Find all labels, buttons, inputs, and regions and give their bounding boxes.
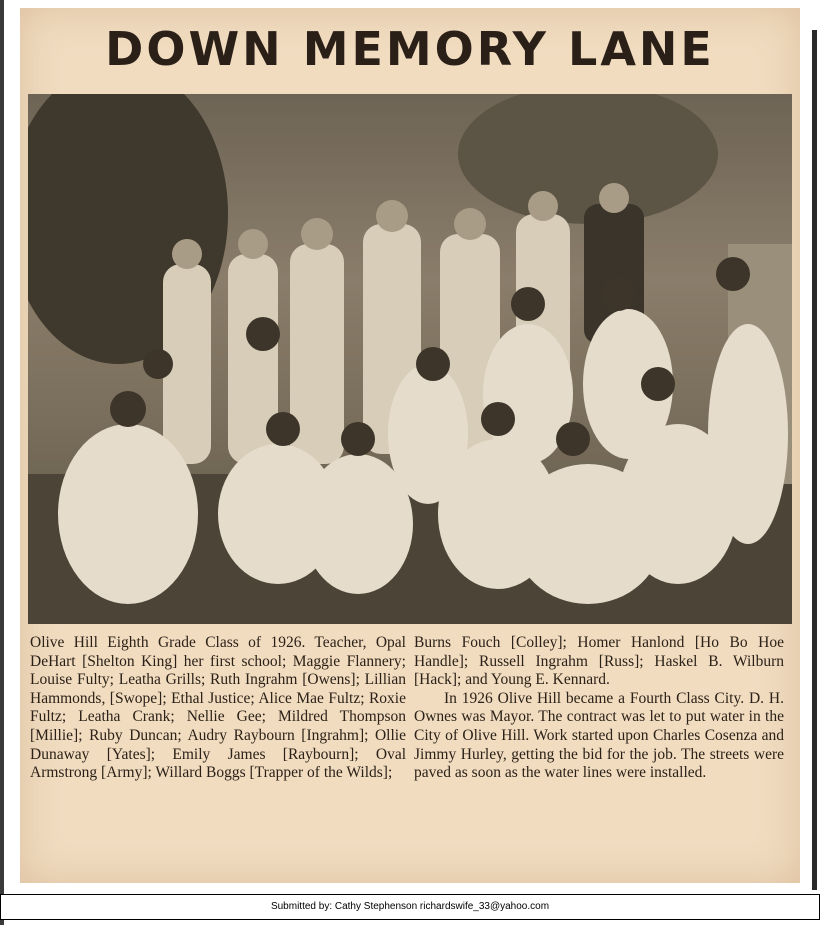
class-photo	[28, 94, 792, 624]
caption-right-column	[414, 634, 784, 783]
tree-right	[458, 94, 718, 224]
right-border-rule	[812, 30, 817, 890]
caption-city-history: In 1926 Olive Hill became a Fourth Class City. D. H. Ownes was Mayor. The contract was let to put water in the City of Olive Hill. Work started upon Charles Cosenza and Jimmy Hurley, getting the bid for the job. The streets were paved as soon as the water lines were installed.	[414, 689, 784, 782]
caption-class-list-continued: Burns Fouch [Colley]; Homer Hanlond [Ho Bo Hoe Handle]; Russell Ingrahm [Russ]; Haskel B. Wilburn [Hack]; and Young E. Kennard.	[414, 634, 784, 689]
caption-class-list: Olive Hill Eighth Grade Class of 1926. Teacher, Opal DeHart [Shelton King] her first school; Maggie Flannery; Louise Fulty; Leatha Grills; Ruth Ingrahm [Owens]; Lillian Hammonds, [Swope]; Ethal Justice; Alice Mae Fultz; Roxie Fultz; Leatha Crank; Nellie Gee; Mildred Thompson [Millie]; Ruby Duncan; Audry Raybourn [Ingrahm]; Ollie Dunaway [Yates]; Emily James [Raybourn]; Oval Armstrong [Army]; Willard Boggs [Trapper of the Wilds];	[30, 634, 406, 782]
submission-footer: Submitted by: Cathy Stephenson richardswife_33@yahoo.com	[0, 894, 820, 920]
newspaper-clipping	[20, 8, 800, 883]
caption-left-column	[30, 634, 406, 783]
class-photo-illustration	[28, 94, 792, 624]
headline: DOWN MEMORY LANE	[105, 22, 715, 76]
left-border-rule	[0, 0, 4, 925]
